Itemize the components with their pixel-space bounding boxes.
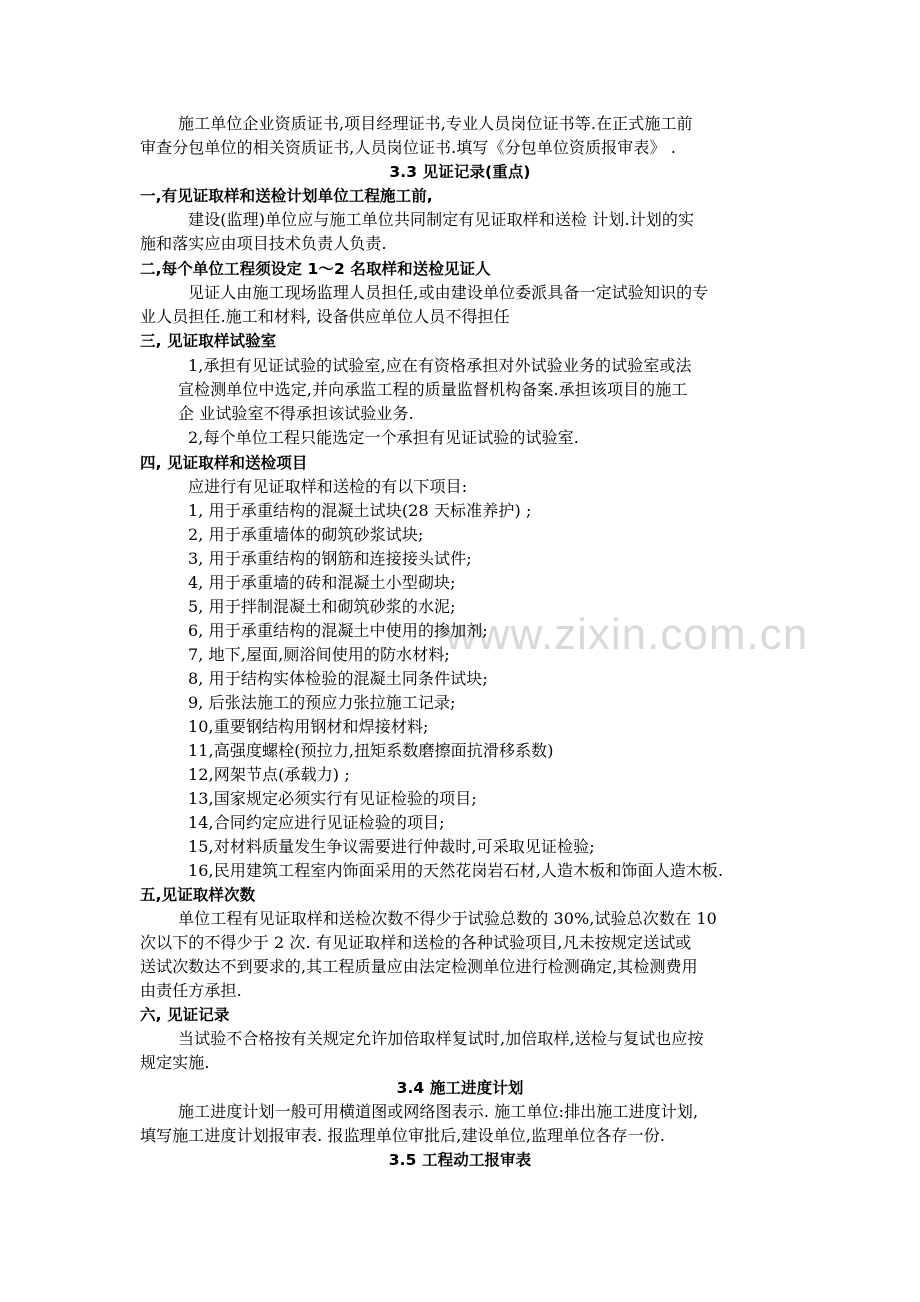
list-item: 3, 用于承重结构的钢筋和连接接头试件; (188, 549, 472, 568)
heading-3: 三, 见证取样试验室 (140, 332, 277, 350)
para-3-line-3: 企 业试验室不得承担该试验业务. (178, 404, 414, 423)
list-item: 13,国家规定必须实行有见证检验的项目; (188, 789, 477, 808)
list-item: 6, 用于承重结构的混凝土中使用的掺加剂; (188, 621, 488, 640)
heading-4: 四, 见证取样和送检项目 (140, 454, 308, 472)
heading-5: 五,见证取样次数 (140, 886, 256, 904)
para-1-line-2: 施和落实应由项目技术负责人负责. (140, 234, 387, 253)
para-6-line-2: 规定实施. (140, 1053, 210, 1072)
para-5-line-1: 单位工程有见证取样和送检次数不得少于试验总数的 30%,试验总次数在 10 (178, 909, 717, 928)
para-2-line-2: 业人员担任.施工和材料, 设备供应单位人员不得担任 (140, 307, 510, 326)
para-5-line-4: 由责任方承担. (140, 981, 242, 1000)
section-3-4-line-2: 填写施工进度计划报审表. 报监理单位审批后,建设单位,监理单位各存一份. (140, 1126, 666, 1145)
para-4-intro: 应进行有见证取样和送检的有以下项目: (188, 477, 468, 496)
intro-line-1: 施工单位企业资质证书,项目经理证书,专业人员岗位证书等.在正式施工前 (178, 114, 693, 133)
para-3-line-4: 2,每个单位工程只能选定一个承担有见证试验的试验室. (188, 428, 579, 447)
section-3-3-title: 3.3 见证记录(重点) (389, 163, 531, 181)
para-2-line-1: 见证人由施工现场监理人员担任,或由建设单位委派具备一定试验知识的专 (188, 283, 709, 302)
section-3-4-line-1: 施工进度计划一般可用横道图或网络图表示. 施工单位:排出施工进度计划, (178, 1102, 699, 1121)
list-item: 2, 用于承重墙体的砌筑砂浆试块; (188, 525, 424, 544)
para-6-line-1: 当试验不合格按有关规定允许加倍取样复试时,加倍取样,送检与复试也应按 (178, 1029, 704, 1048)
list-item: 16,民用建筑工程室内饰面采用的天然花岗岩石材,人造木板和饰面人造木板. (188, 861, 724, 880)
para-5-line-3: 送试次数达不到要求的,其工程质量应由法定检测单位进行检测确定,其检测费用 (140, 957, 698, 976)
list-item: 5, 用于拌制混凝土和砌筑砂浆的水泥; (188, 597, 456, 616)
para-5-line-2: 次以下的不得少于 2 次. 有见证取样和送检的各种试验项目,凡未按规定送试或 (140, 933, 692, 952)
list-item: 8, 用于结构实体检验的混凝土同条件试块; (188, 669, 488, 688)
list-item: 10,重要钢结构用钢材和焊接材料; (188, 717, 429, 736)
section-3-5-title: 3.5 工程动工报审表 (388, 1151, 532, 1169)
list-item: 12,网架节点(承载力) ; (188, 765, 350, 784)
section-3-4-title: 3.4 施工进度计划 (396, 1079, 524, 1097)
list-item: 9, 后张法施工的预应力张拉施工记录; (188, 693, 456, 712)
para-1-line-1: 建设(监理)单位应与施工单位共同制定有见证取样和送检 计划.计划的实 (188, 210, 695, 229)
para-3-line-2: 宣检测单位中选定,并向承监工程的质量监督机构备案.承担该项目的施工 (178, 380, 688, 399)
list-item: 14,合同约定应进行见证检验的项目; (188, 813, 445, 832)
heading-1: 一,有见证取样和送检计划单位工程施工前, (140, 187, 433, 205)
para-3-line-1: 1,承担有见证试验的试验室,应在有资格承担对外试验业务的试验室或法 (188, 356, 692, 375)
list-item: 7, 地下,屋面,厕浴间使用的防水材料; (188, 645, 450, 664)
heading-6: 六, 见证记录 (140, 1006, 230, 1024)
list-item: 11,高强度螺栓(预拉力,扭矩系数磨擦面抗滑移系数) (188, 741, 554, 760)
list-item: 4, 用于承重墙的砖和混凝土小型砌块; (188, 573, 456, 592)
heading-2: 二,每个单位工程须设定 1～2 名取样和送检见证人 (140, 260, 491, 278)
watermark: www.zixin.com.cn (445, 610, 809, 659)
intro-line-2: 审查分包单位的相关资质证书,人员岗位证书.填写《分包单位资质报审表》 . (140, 138, 676, 157)
list-item: 1, 用于承重结构的混凝土试块(28 天标准养护) ; (188, 501, 532, 520)
list-item: 15,对材料质量发生争议需要进行仲裁时,可采取见证检验; (188, 837, 595, 856)
